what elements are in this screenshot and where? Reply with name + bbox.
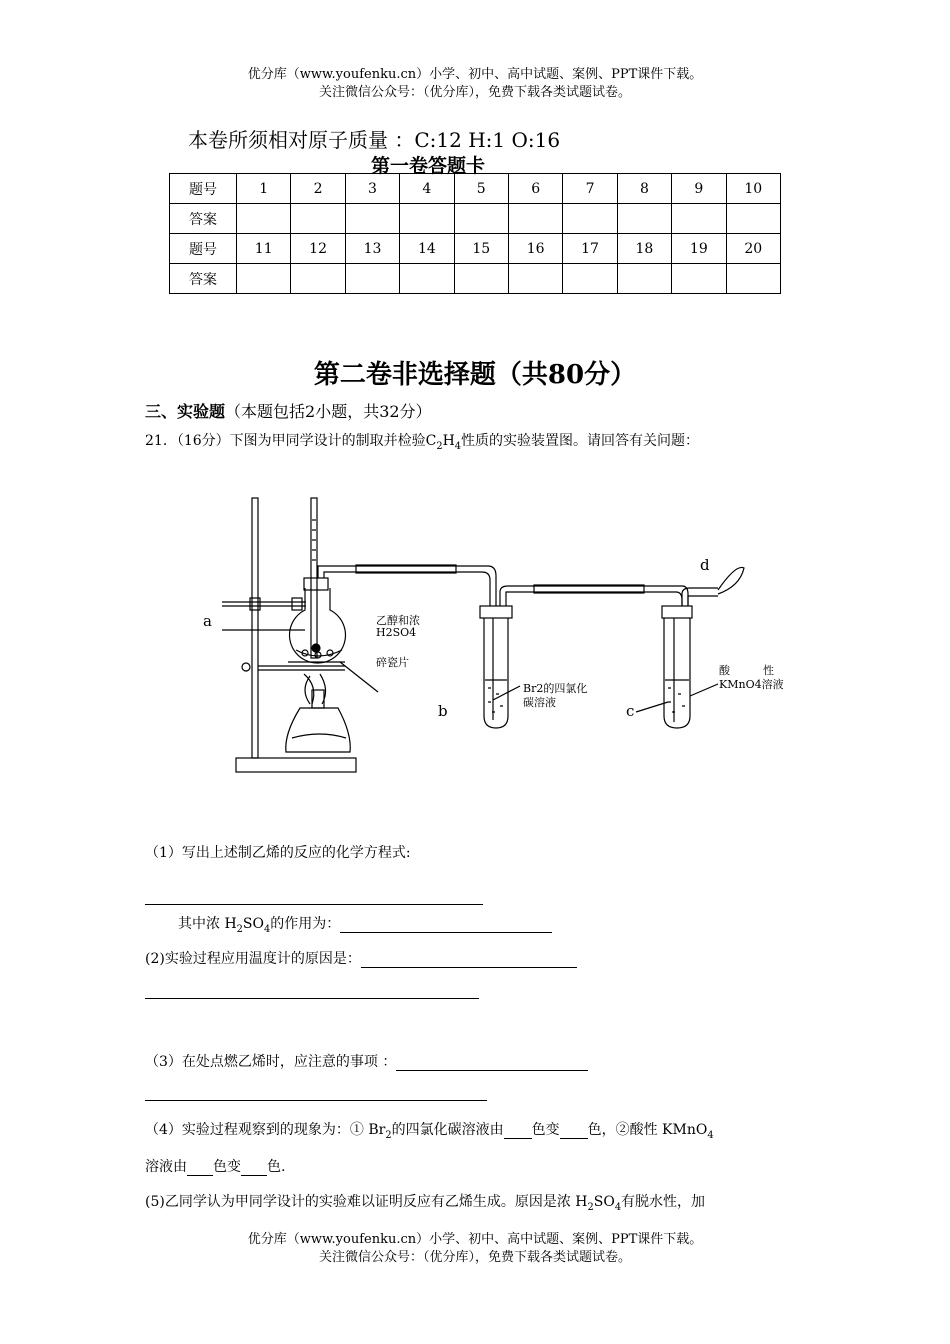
answer-cell[interactable] [345,204,399,234]
answer-cell[interactable] [726,264,780,294]
table-cell: 12 [291,234,345,264]
header-line-2: 关注微信公众号：（优分库），免费下载各类试题试卷。 [318,85,631,100]
answer-blank[interactable] [241,1159,267,1176]
table-cell: 14 [400,234,454,264]
answer-cell[interactable] [454,204,508,234]
stand-base [236,758,356,772]
answer-cell[interactable] [454,264,508,294]
table-cell: 9 [672,174,726,204]
label-b: b [438,702,448,720]
row-label-answer: 答案 [170,264,237,294]
table-cell: 8 [617,174,671,204]
q1b-pre: 其中浓 H [178,916,237,932]
label-a: a [203,612,212,630]
q5-a: (5)乙同学认为甲同学设计的实验难以证明反应有乙烯生成。原因是浓 H [145,1194,588,1210]
tube-c-label-1: 酸 性 [719,664,774,677]
table-cell: 17 [563,234,617,264]
table-cell: 15 [454,234,508,264]
footer-line-2: 关注微信公众号：（优分库），免费下载各类试题试卷。 [318,1250,631,1265]
flask-stopper [304,578,328,590]
table-cell: 5 [454,174,508,204]
answer-blank[interactable] [361,951,577,968]
q5-b: SO [593,1194,615,1210]
q4-e: 溶液由 [145,1159,187,1175]
q4-a-sub: 2 [385,1129,392,1141]
table-cell: 3 [345,174,399,204]
q3-text [145,1051,588,1071]
q21-sub1: 2 [436,440,443,452]
q1-text: （1）写出上述制乙烯的反应的化学方程式: [145,845,411,861]
test-tube-c [664,618,690,728]
answer-cell[interactable] [726,204,780,234]
section-3-label: 三、实验题 [145,402,226,421]
answer-cell[interactable] [237,264,291,294]
pointer-porcelain [340,662,378,692]
pointer-kmno4 [690,684,718,696]
stand-rod [252,498,258,758]
row-label-number: 题号 [170,234,237,264]
answer-blank[interactable] [560,1122,588,1139]
row-label-answer: 答案 [170,204,237,234]
q5-sub2: 4 [614,1201,622,1213]
table-cell: 16 [508,234,562,264]
q21-sub2: 4 [454,440,462,452]
answer-cell[interactable] [400,204,454,234]
flame [304,674,326,704]
label-c: c [626,702,635,720]
section-3-heading [145,399,432,422]
row-label-number: 题号 [170,174,237,204]
section-2-title: 第二卷非选择题（共80分） [313,360,637,390]
q4-text [145,1119,714,1141]
table-row [170,204,781,234]
q4-c: 色变 [531,1122,560,1138]
table-cell: 19 [672,234,726,264]
answer-cell[interactable] [508,204,562,234]
answer-cell[interactable] [617,204,671,234]
answer-line[interactable] [145,1100,487,1101]
table-cell: 18 [617,234,671,264]
tube-b-stopper [480,606,512,618]
flame-d [718,567,744,594]
answer-cell[interactable] [291,264,345,294]
q21-mid: H [442,433,455,449]
answer-line[interactable] [145,998,479,999]
answer-cell[interactable] [617,264,671,294]
tube-b-label-1: Br2的四氯化 [523,682,588,695]
table-cell: 20 [726,234,780,264]
answer-cell[interactable] [508,264,562,294]
q4-d: 色，②酸性 KMnO [587,1122,708,1138]
q2-text [145,948,577,968]
porcelain-label: 碎瓷片 [376,656,409,669]
footer-line-1: 优分库（www.youfenku.cn）小学、初中、高中试题、案例、PPT课件下载。 [247,1232,703,1247]
label-d: d [700,556,710,574]
header-line-1: 优分库（www.youfenku.cn）小学、初中、高中试题、案例、PPT课件下载。 [247,67,703,82]
answer-card-table [169,173,781,294]
table-cell: 6 [508,174,562,204]
table-row [170,234,781,264]
table-row [170,174,781,204]
q4-a: （4）实验过程观察到的现象为：① Br [145,1122,386,1138]
answer-cell[interactable] [400,264,454,294]
test-tube-b [484,618,508,728]
section-3-note: （本题包括2小题，共32分） [225,402,432,421]
answer-cell[interactable] [237,204,291,234]
q21-prefix: 21．（16分）下图为甲同学设计的制取并检验C [145,433,437,449]
answer-cell[interactable] [563,204,617,234]
q4-text-line2 [145,1156,285,1176]
tube-b-label-2: 碳溶液 [523,696,556,709]
q4-f: 色变 [213,1159,241,1175]
delivery-tube-2 [500,586,688,606]
answer-cell[interactable] [345,264,399,294]
q1b-text [178,913,552,935]
table-row [170,264,781,294]
q4-b: 的四氯化碳溶液由 [391,1122,504,1138]
answer-cell[interactable] [672,204,726,234]
q1b-mid: SO [242,916,264,932]
table-cell: 10 [726,174,780,204]
answer-cell[interactable] [672,264,726,294]
answer-line[interactable] [145,904,483,905]
tube-c-label-2: KMnO4溶液 [719,678,784,691]
answer-cell[interactable] [291,204,345,234]
answer-blank[interactable] [187,1159,213,1176]
atomic-mass-note: 本卷所须相对原子质量 ：C:12 H:1 O:16 [188,128,561,152]
pointer-b [493,686,520,700]
q21-suffix: 性质的实验装置图。请回答有关问题： [461,433,700,449]
q4-g: 色. [267,1159,286,1175]
table-cell: 13 [345,234,399,264]
table-cell: 1 [237,174,291,204]
tube-c-stopper [662,606,692,618]
q5-sub1: 2 [587,1201,594,1213]
q1b-post: 的作用为： [270,916,341,932]
answer-blank[interactable] [504,1122,532,1139]
table-cell: 2 [291,174,345,204]
q1b-sub2: 4 [263,923,271,935]
answer-blank[interactable] [340,916,552,933]
q4-d-sub: 4 [707,1129,714,1141]
flask-label-2: H2SO4 [376,626,417,639]
apparatus-diagram [0,490,950,790]
table-cell: 11 [237,234,291,264]
q3-label: （3）在处点燃乙烯时，应注意的事项 ： [145,1054,397,1070]
question-21-intro [145,430,699,452]
q1b-sub: 2 [236,923,243,935]
flask-label-1: 乙醇和浓 [376,614,420,627]
answer-card-title: 第一卷答题卡 [370,155,485,177]
pointer-c [636,702,668,712]
alcohol-lamp [286,708,350,752]
q2-label: (2)实验过程应用温度计的原因是： [145,951,361,967]
q5-c: 有脱水性，加 [621,1194,706,1210]
table-cell: 7 [563,174,617,204]
table-cell: 4 [400,174,454,204]
answer-cell[interactable] [563,264,617,294]
answer-blank[interactable] [396,1054,588,1071]
q5-text [145,1191,705,1213]
